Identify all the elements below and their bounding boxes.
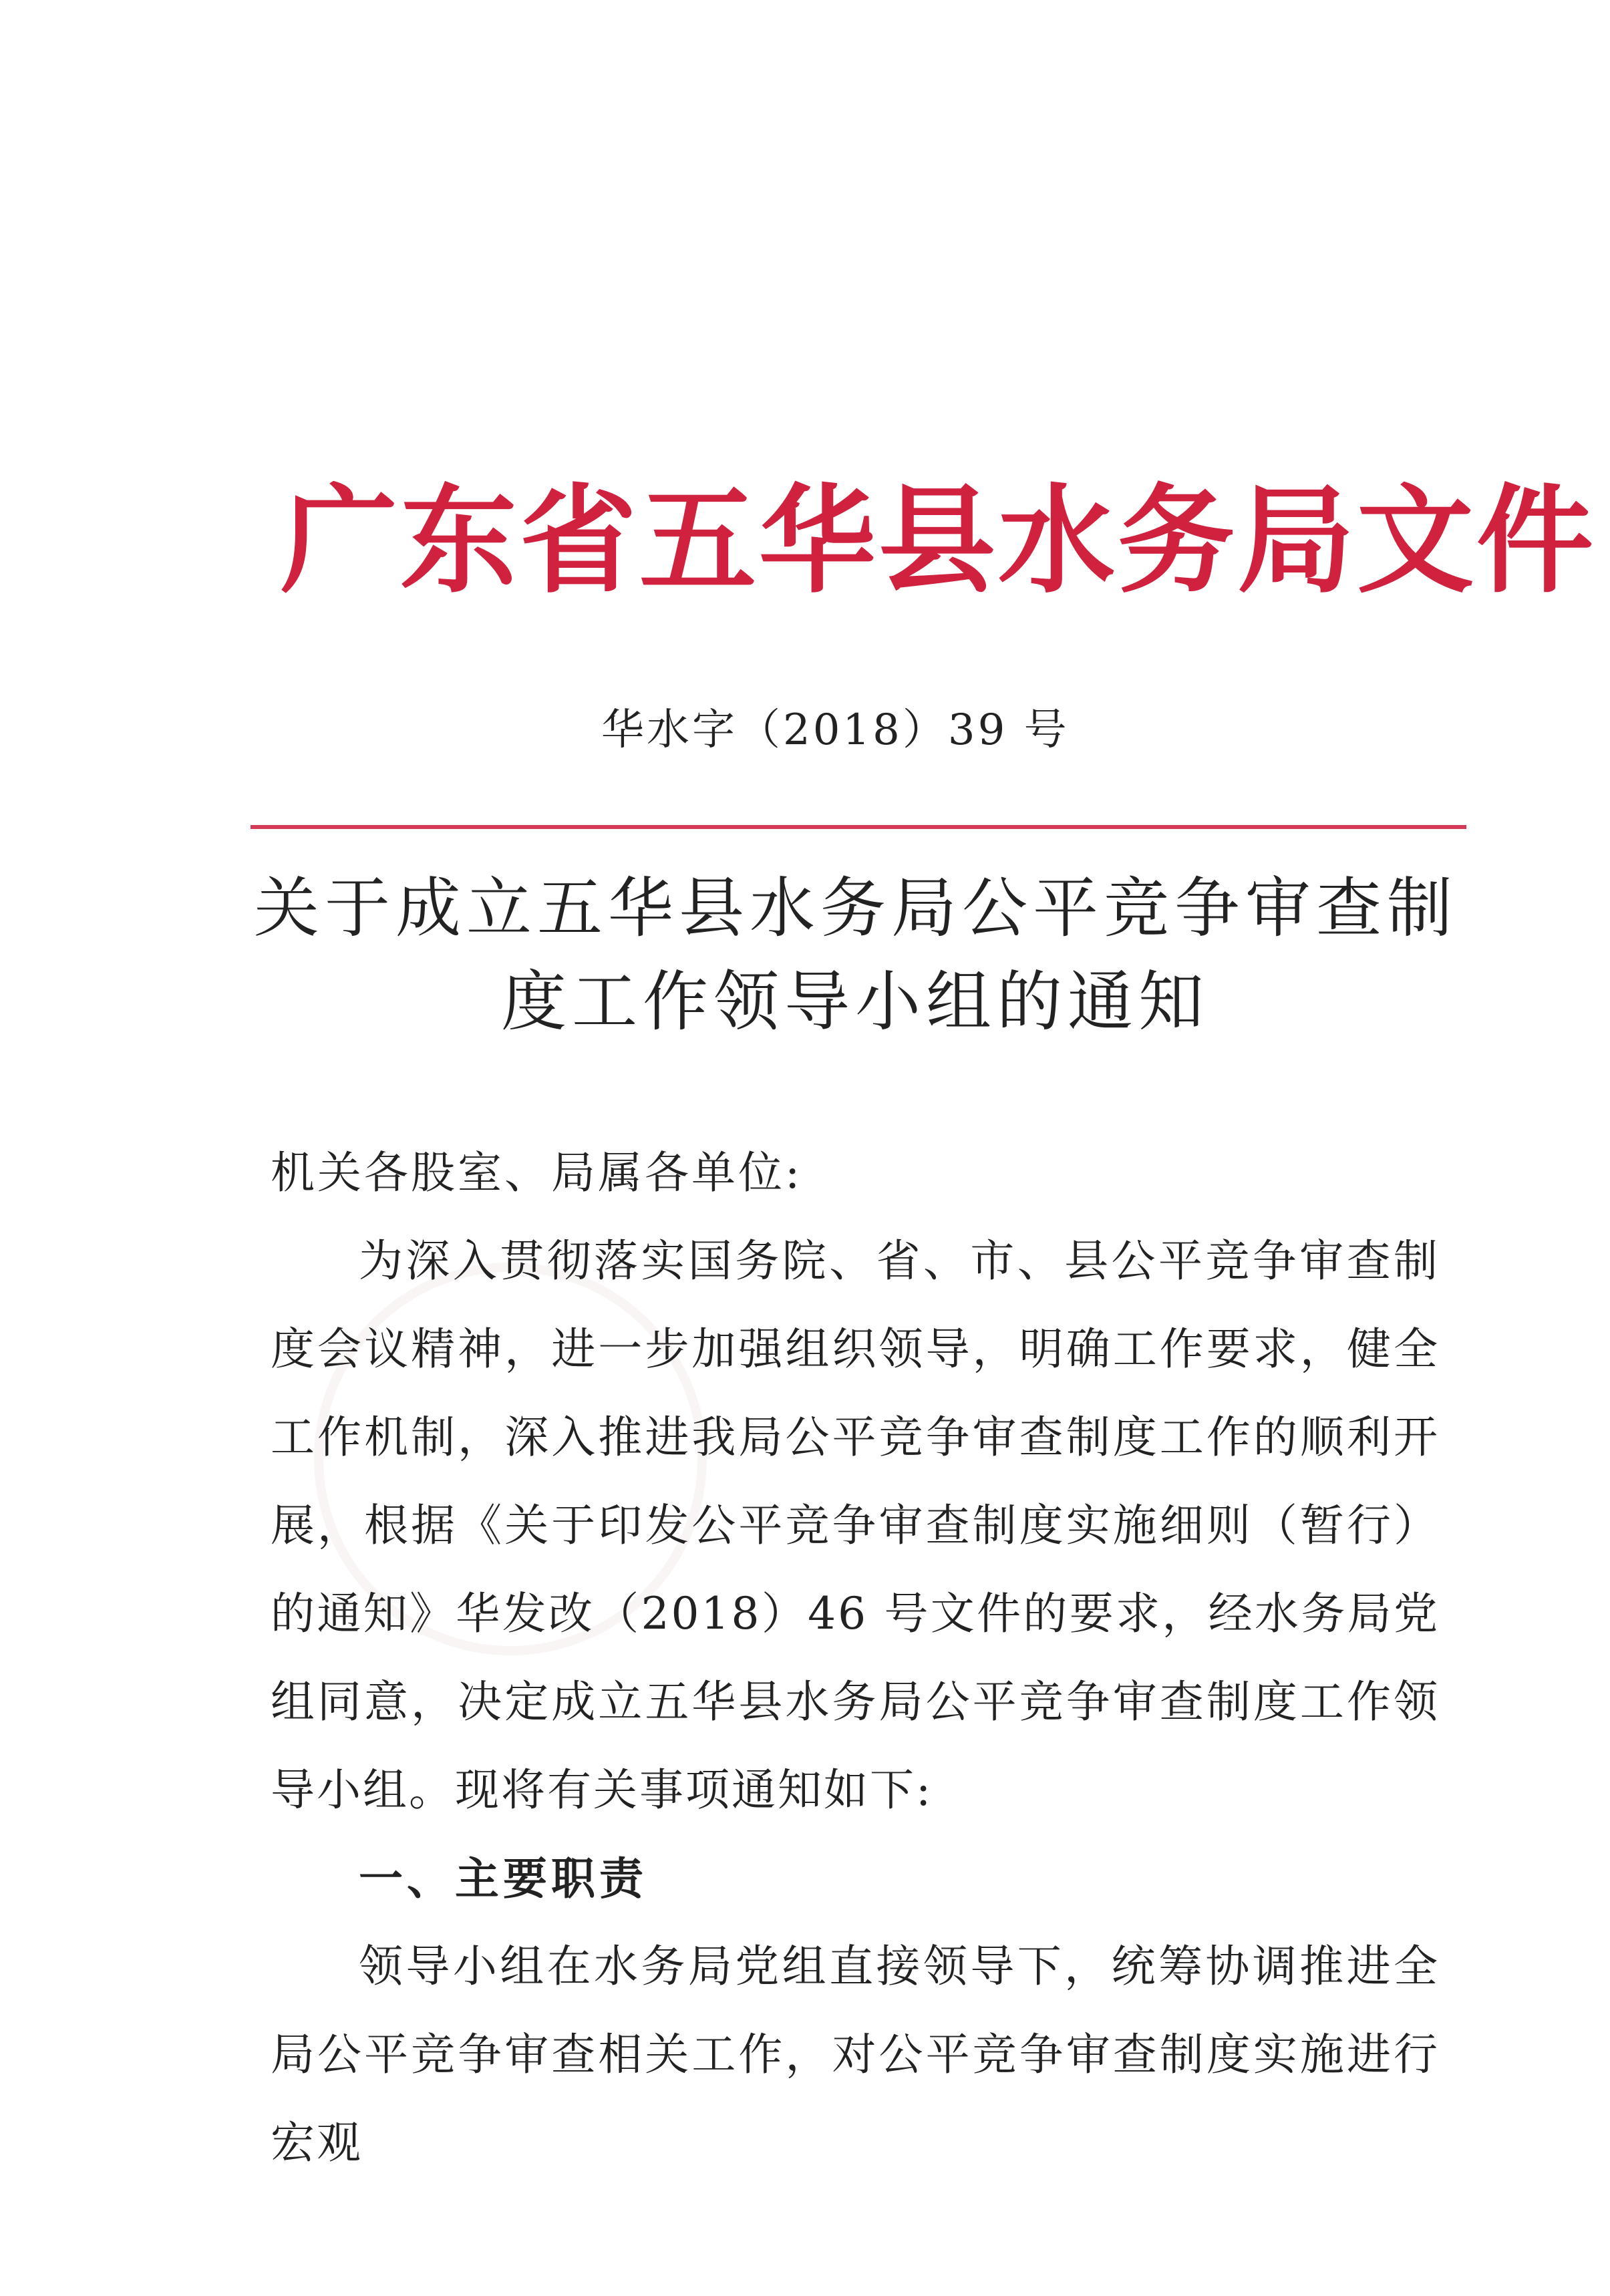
- notice-title: [254, 862, 1456, 1049]
- body-paragraph-2: 领导小组在水务局党组直接领导下，统筹协调推进全局公平竞争审查相关工作，对公平竞争审查制度实施进行宏观: [271, 1941, 1440, 2168]
- document-body: [271, 1129, 1440, 2187]
- notice-title-line-1: 关于成立五华县水务局公平竞争审查制: [254, 870, 1458, 947]
- document-number: 华水字（2018）39 号: [601, 705, 1070, 755]
- document-header-title: 广东省五华县水务局文件: [281, 472, 1596, 609]
- body-paragraph-1: 为深入贯彻落实国务院、省、市、县公平竞争审查制度会议精神，进一步加强组织领导，明确工作要求，健全工作机制，深入推进我局公平竞争审查制度工作的顺利开展，根据《关于印发公平竞争审查制度实施细则（暂行）的通知》华发改（2018）46 号文件的要求，经水务局党组同意，决定成立五华县水务局公平竞争审查制度工作领导小组。现将有关事项通知如下:: [271, 1235, 1440, 1816]
- salutation: 机关各股室、局属各单位:: [271, 1147, 803, 1198]
- notice-title-line-2: 度工作领导小组的通知: [500, 964, 1209, 1040]
- section-heading-main-duties: 一、主要职责: [359, 1852, 647, 1905]
- red-divider-line: [251, 825, 1466, 829]
